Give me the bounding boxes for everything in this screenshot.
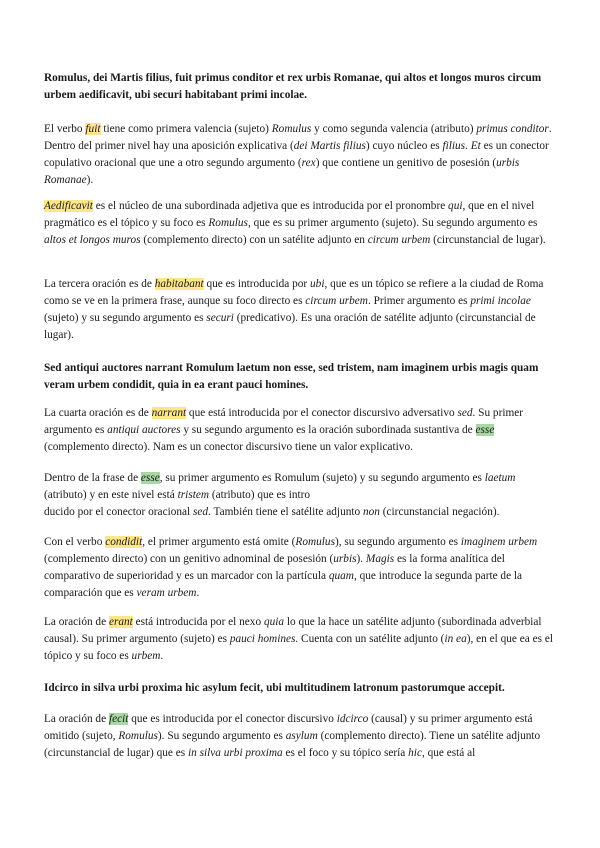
term: altos et longos muros — [44, 234, 141, 246]
term: in ea — [444, 633, 467, 645]
term: Romulus — [271, 123, 312, 135]
term: Romulus — [118, 730, 158, 742]
text: . — [196, 587, 200, 599]
text: , que es su primer argumento (sujeto). Su segundo argumento es — [247, 217, 538, 229]
text: es la forma analítica del comparativo de superioridad y es un marcador con la partícula — [44, 553, 505, 582]
paragraph-aedificavit — [44, 198, 560, 249]
term: quam — [328, 570, 354, 582]
text: (circunstancial de lugar). — [430, 234, 546, 246]
text: (circunstancial negación). — [379, 506, 500, 518]
term: qui — [448, 200, 463, 212]
text: La oración de — [44, 713, 109, 725]
term: urbis — [333, 553, 357, 565]
text: ) cuyo núcleo es — [365, 140, 443, 152]
term: Romulus — [295, 536, 335, 548]
term: circum urbem — [305, 295, 368, 307]
term: sed — [193, 506, 209, 518]
text: . — [160, 650, 164, 662]
text: (complemento directo) con un genitivo adnominal de posesión ( — [44, 553, 334, 565]
paragraph-fecit — [44, 711, 560, 762]
latin-sentence-2: Sed antiqui auctores narrant Romulum laetum non esse, sed tristem, nam imaginem urbis magis quam veram urbem condidit, quia in ea erant pauci homines. — [44, 362, 539, 391]
term: hic — [408, 747, 422, 759]
text: , que está al — [421, 747, 476, 759]
term: quia — [263, 616, 285, 628]
highlight-narrant: narrant — [151, 407, 187, 419]
text: Con el verbo — [44, 536, 106, 548]
text: (complemento directo) con un satélite adjunto en — [140, 234, 368, 246]
term: sed — [457, 407, 473, 419]
term: securi — [206, 312, 234, 324]
text: , que introduce la segunda parte de la comparación que es — [44, 570, 523, 599]
highlight-fecit: fecit — [108, 713, 129, 725]
text: (atributo) que es intro — [209, 489, 311, 501]
text: ) que contiene un genitivo de posesión ( — [315, 157, 497, 169]
term: urbem — [131, 650, 161, 662]
text: . Primer argumento es — [367, 295, 471, 307]
text: ). — [86, 174, 94, 186]
text: El verbo — [44, 123, 86, 135]
text: tiene como primera valencia (sujeto) — [100, 123, 272, 135]
text: . — [465, 140, 471, 152]
text: La tercera oración es de — [44, 278, 155, 290]
text: , su primer argumento es Romulum (sujeto) y su segundo argumento es — [159, 472, 485, 484]
latin-sentence-3: Idcirco in silva urbi proxima hic asylum fecit, ubi multitudinem latronum pastorumque accepit. — [44, 682, 505, 694]
text: (complemento directo). Tiene un satélite adjunto (circunstancial de lugar) que es — [44, 730, 541, 759]
text: , que es un tópico se refiere a la ciudad de Roma como se ve en la primera frase, aunque su foco directo es — [44, 278, 544, 307]
highlight-esse: esse — [475, 424, 495, 436]
term: dei Martis filius — [293, 140, 366, 152]
term: Magis — [365, 553, 395, 565]
highlight-fuit: fuit — [85, 123, 101, 135]
highlight-aedificavit: Aedificavit — [44, 200, 93, 212]
text: (sujeto) y su segundo argumento es — [44, 312, 207, 324]
text: y su segundo argumento es la oración subordinada sustantiva de — [180, 424, 476, 436]
text: es el núcleo de una subordinada adjetiva que es introducida por el pronombre — [92, 200, 449, 212]
text: (causal) y su primer argumento está omitido (sujeto, — [44, 713, 533, 742]
term: Romulus — [208, 217, 248, 229]
term: filius — [442, 140, 466, 152]
highlight-esse: esse — [140, 472, 160, 484]
text: (atributo) y en este nivel está — [44, 489, 178, 501]
text: está introducida por el nexo — [132, 616, 264, 628]
term: antiqui auctores — [107, 424, 181, 436]
text: (complemento directo). Nam es un conector discursivo tiene un valor explicativo. — [44, 441, 413, 453]
text: que es introducida por — [203, 278, 311, 290]
text: (predicativo). Es una oración de satélite adjunto (circunstancial de lugar). — [44, 312, 536, 341]
text: y como segunda valencia (atributo) — [311, 123, 477, 135]
text: es un conector copulativo oracional que une a otro segundo argumento ( — [44, 140, 549, 169]
term: primus conditor — [476, 123, 549, 135]
term: circum urbem — [367, 234, 431, 246]
paragraph-erant — [44, 614, 560, 665]
term: non — [362, 506, 380, 518]
paragraph-esse — [44, 470, 560, 521]
text: . Dentro del primer nivel hay una aposición explicativa ( — [44, 123, 552, 152]
text: ), su segundo argumento es — [334, 536, 461, 548]
text: . Cuenta con un satélite adjunto ( — [295, 633, 445, 645]
latin-sentence-1: Romulus, dei Martis filius, fuit primus conditor et rex urbis Romanae, qui altos et longos muros circum urbem aedificavit, ubi securi habitabant primi incolae. — [44, 72, 542, 101]
text: ), en el que ea es el tópico y su foco es — [44, 633, 553, 662]
text: La cuarta oración es de — [44, 407, 152, 419]
text: que es introducida por el conector discursivo — [128, 713, 337, 725]
paragraph-condidit — [44, 534, 560, 602]
text: , el primer argumento está omite ( — [142, 536, 296, 548]
text: , que en el nivel pragmático es el tópico y su foco es — [44, 200, 535, 229]
paragraph-narrant — [44, 405, 560, 456]
text: . Su primer argumento es — [44, 407, 524, 436]
term: tristem — [177, 489, 210, 501]
highlight-condidit: condidit — [105, 536, 143, 548]
term: in silva urbi proxima — [187, 747, 283, 759]
term: veram urbem — [136, 587, 197, 599]
text: . También tiene el satélite adjunto — [208, 506, 363, 518]
text: que está introducida por el conector discursivo adversativo — [186, 407, 458, 419]
term: idcirco — [336, 713, 369, 725]
text: ducido por el conector oracional — [44, 506, 193, 518]
text: es el foco y su tópico sería — [282, 747, 409, 759]
text: ). — [356, 553, 366, 565]
term: urbis Romanae — [44, 157, 520, 186]
term: laetum — [484, 472, 516, 484]
paragraph-fuit — [44, 121, 560, 189]
term: ubi — [310, 278, 325, 290]
text: Dentro de la frase de — [44, 472, 141, 484]
term: Et — [470, 140, 481, 152]
term: primi incolae — [470, 295, 531, 307]
text: lo que la hace un satélite adjunto (subordinada adverbial causal). Su primer argumento (sujeto) es — [44, 616, 542, 645]
term: asylum — [285, 730, 318, 742]
text: La oración de — [44, 616, 109, 628]
term: imaginem urbem — [460, 536, 538, 548]
term: pauci homines — [229, 633, 296, 645]
highlight-habitabant: habitabant — [154, 278, 204, 290]
highlight-erant: erant — [108, 616, 133, 628]
paragraph-habitabant — [44, 276, 560, 344]
text: ). Su segundo argumento es — [157, 730, 286, 742]
term: rex — [301, 157, 316, 169]
